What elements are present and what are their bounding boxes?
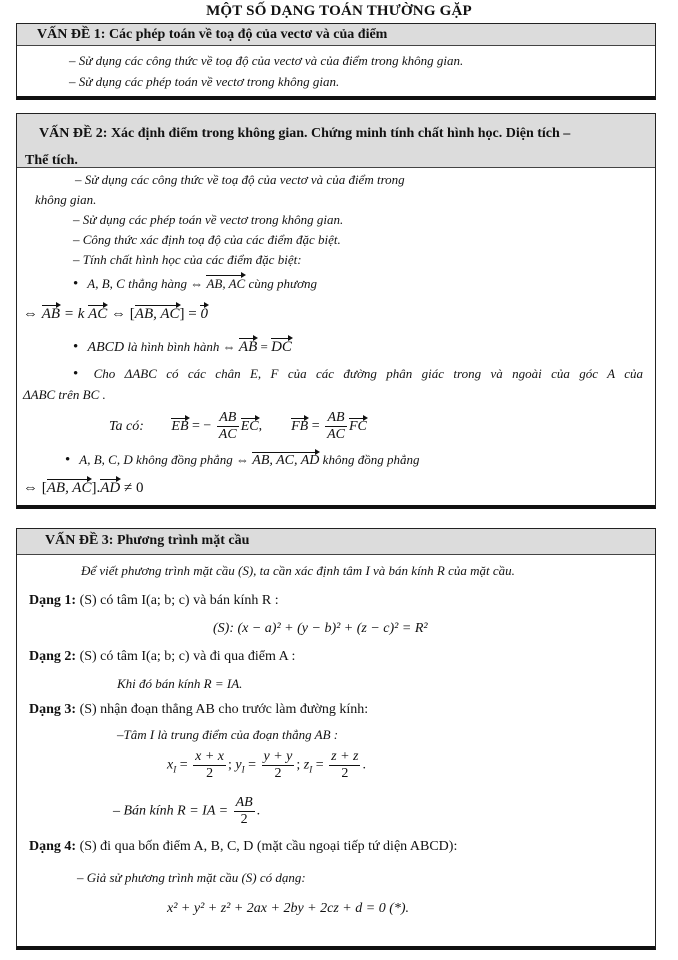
collinear-equation xyxy=(23,304,208,323)
bullet-icon: • xyxy=(73,339,79,355)
x-numerator: x + x xyxy=(195,749,224,764)
coplanar-equation xyxy=(23,478,143,497)
section-2-box xyxy=(16,113,656,509)
coplanar-bullet xyxy=(65,451,419,469)
vector-ad: AD xyxy=(100,480,121,496)
coplanar-tail: không đồng phẳng xyxy=(322,452,420,467)
dang-2-label: Dạng 2: xyxy=(29,649,77,664)
bisector-text: Cho ΔABC có các chân E, F của các đường phân giác trong và ngoài của góc A của xyxy=(93,366,643,381)
z-denominator: 2 xyxy=(341,766,349,781)
section-3-box xyxy=(16,528,656,950)
parallelogram-text: là hình bình hành ⇔ xyxy=(127,339,236,354)
fraction-numerator: AB xyxy=(217,410,239,427)
sub-i: I xyxy=(241,764,245,775)
section-1-item-1: – Sử dụng các công thức về toạ độ của vectơ và của điểm trong không gian. xyxy=(69,53,464,68)
ratio-fraction-2 xyxy=(325,410,347,443)
dang-2 xyxy=(29,649,295,665)
not-zero: ≠ 0 xyxy=(123,480,144,496)
dang-2-text: (S) có tâm I(a; b; c) và đi qua điểm A : xyxy=(79,649,296,664)
dot-bracket: ]. xyxy=(91,480,101,496)
y-denominator: 2 xyxy=(274,766,282,781)
section-2-item-2: – Sử dụng các phép toán về vectơ trong không gian. xyxy=(73,212,344,227)
vector-fc: FC xyxy=(348,418,367,434)
y-numerator: y + y xyxy=(263,749,293,764)
radius-text: – Bán kính R = IA = xyxy=(113,803,229,819)
section-1-box xyxy=(16,23,656,100)
collinear-text: thẳng hàng ⇔ xyxy=(128,276,204,291)
abcd-label: ABCD xyxy=(87,340,125,355)
section-2-item-4: – Tính chất hình học của các điểm đặc biệt: xyxy=(73,252,302,267)
equals: = xyxy=(311,418,320,434)
x-denominator: 2 xyxy=(206,766,214,781)
vector-eb: EB xyxy=(171,418,189,434)
collinear-tail: cùng phương xyxy=(248,276,318,291)
vector-ab: AB xyxy=(238,339,258,355)
coplanar-text: không đồng phẳng ⇔ xyxy=(135,452,250,467)
bisector-formula xyxy=(109,410,367,443)
radius-fraction xyxy=(234,795,255,828)
fraction-denominator: AC xyxy=(218,427,237,442)
radius-numerator: AB xyxy=(235,795,253,810)
collinear-vectors: AB, AC xyxy=(206,276,246,291)
midpoint-formula: $x_I$ = $\frac{x + x}{2}$ ; $y_I$ = $\frac{y + y}{2}$ ; $z_I$ = $\frac{z + z}{2}$ . xyxy=(167,749,366,781)
parallelogram-bullet xyxy=(73,337,292,356)
comma: , xyxy=(258,418,263,434)
collinear-points: A, B, C xyxy=(87,276,125,291)
dang-3-label: Dạng 3: xyxy=(29,702,77,717)
section-2-item-3: – Công thức xác định toạ độ của các điểm đặc biệt. xyxy=(73,232,341,247)
dang-1 xyxy=(29,593,279,609)
dang-4-equation: x² + y² + z² + 2ax + 2by + 2cz + d = 0 (*). xyxy=(167,901,410,916)
section-1-item-2: – Sử dụng các phép toán về vectơ trong không gian. xyxy=(69,74,340,89)
equals-minus: = − xyxy=(192,418,212,434)
bullet-icon: • xyxy=(73,276,79,292)
bisector-bullet xyxy=(73,366,643,383)
dang-3-sub-1: –Tâm I là trung điểm của đoạn thẳng AB : xyxy=(117,727,339,742)
iff-symbol: ⇔ xyxy=(23,306,38,322)
section-2-title-line-1: VẤN ĐỀ 2: Xác định điểm trong không gian. Chứng minh tính chất hình học. Diện tích – xyxy=(39,126,571,141)
z-i: z xyxy=(303,757,310,773)
coplanar-vectors: AB, AC, AD xyxy=(252,453,320,468)
dang-3 xyxy=(29,702,368,718)
dang-4-text: (S) đi qua bốn điểm A, B, C, D (mặt cầu ngoại tiếp tứ diện ABCD): xyxy=(79,839,458,854)
z-numerator: z + z xyxy=(331,749,359,764)
dang-4-label: Dạng 4: xyxy=(29,839,77,854)
bisector-text-2: ΔABC trên BC . xyxy=(23,387,106,402)
y-i: y xyxy=(235,757,242,773)
collinear-bullet xyxy=(73,274,317,293)
section-2-title xyxy=(17,114,655,168)
dang-1-equation: (S): (x − a)² + (y − b)² + (z − c)² = R² xyxy=(213,621,428,636)
section-2-item-1b: không gian. xyxy=(35,192,97,207)
vector-ab: AB xyxy=(41,306,61,322)
eq1-end: ] = xyxy=(179,306,197,322)
dang-4-sub: – Giả sử phương trình mặt cầu (S) có dạng: xyxy=(77,870,306,885)
vector-dc: DC xyxy=(271,339,292,355)
dang-1-text: (S) có tâm I(a; b; c) và bán kính R : xyxy=(79,593,279,608)
eq1-mid: = k xyxy=(63,306,85,322)
dang-3-text: (S) nhận đoạn thẳng AB cho trước làm đường kính: xyxy=(79,702,369,717)
cross-product-vectors: AB, AC xyxy=(46,480,92,496)
eq1-iff: ⇔ [ xyxy=(111,306,135,322)
sub-i: I xyxy=(173,764,177,775)
sub-i: I xyxy=(309,764,313,775)
vector-ec: EC xyxy=(240,418,259,434)
radius-denominator: 2 xyxy=(240,812,248,827)
vector-fb: FB xyxy=(291,418,309,434)
zero-vector: 0 xyxy=(200,306,208,322)
vector-ac: AC xyxy=(88,306,108,322)
ratio-fraction-1 xyxy=(217,410,239,443)
x-fraction xyxy=(193,749,226,782)
bullet-icon: • xyxy=(73,366,79,382)
bullet-icon: • xyxy=(65,452,71,468)
coplanar-points: A, B, C, D xyxy=(79,452,133,467)
section-2-title-line-2: Thể tích. xyxy=(25,153,78,168)
cross-product-vectors: AB, AC xyxy=(134,306,180,322)
section-3-intro: Để viết phương trình mặt cầu (S), ta cần xác định tâm I và bán kính R của mặt cầu. xyxy=(81,563,515,578)
equals: = xyxy=(260,339,268,354)
dang-1-label: Dạng 1: xyxy=(29,593,77,608)
dang-3-sub-2: – Bán kính R = IA = $\frac{AB}{2}$ . xyxy=(113,795,261,827)
y-fraction xyxy=(262,749,295,782)
fraction-numerator: AB xyxy=(325,410,347,427)
z-fraction xyxy=(329,749,360,782)
section-1-title: VẤN ĐỀ 1: Các phép toán về toạ độ của vectơ và của điểm xyxy=(17,24,655,46)
page-title: MỘT SỐ DẠNG TOÁN THƯỜNG GẶP xyxy=(206,3,472,19)
dang-2-sub: Khi đó bán kính R = IA. xyxy=(117,676,243,691)
fraction-denominator: AC xyxy=(327,427,345,442)
dang-4 xyxy=(29,839,457,855)
section-3-title: VẤN ĐỀ 3: Phương trình mặt cầu xyxy=(17,529,655,555)
ta-co-label: Ta có: xyxy=(109,418,144,434)
iff-bracket: ⇔ [ xyxy=(23,480,47,496)
x-i: x xyxy=(167,757,174,773)
section-2-item-1a: – Sử dụng các công thức về toạ độ của vectơ và của điểm trong xyxy=(75,172,405,187)
